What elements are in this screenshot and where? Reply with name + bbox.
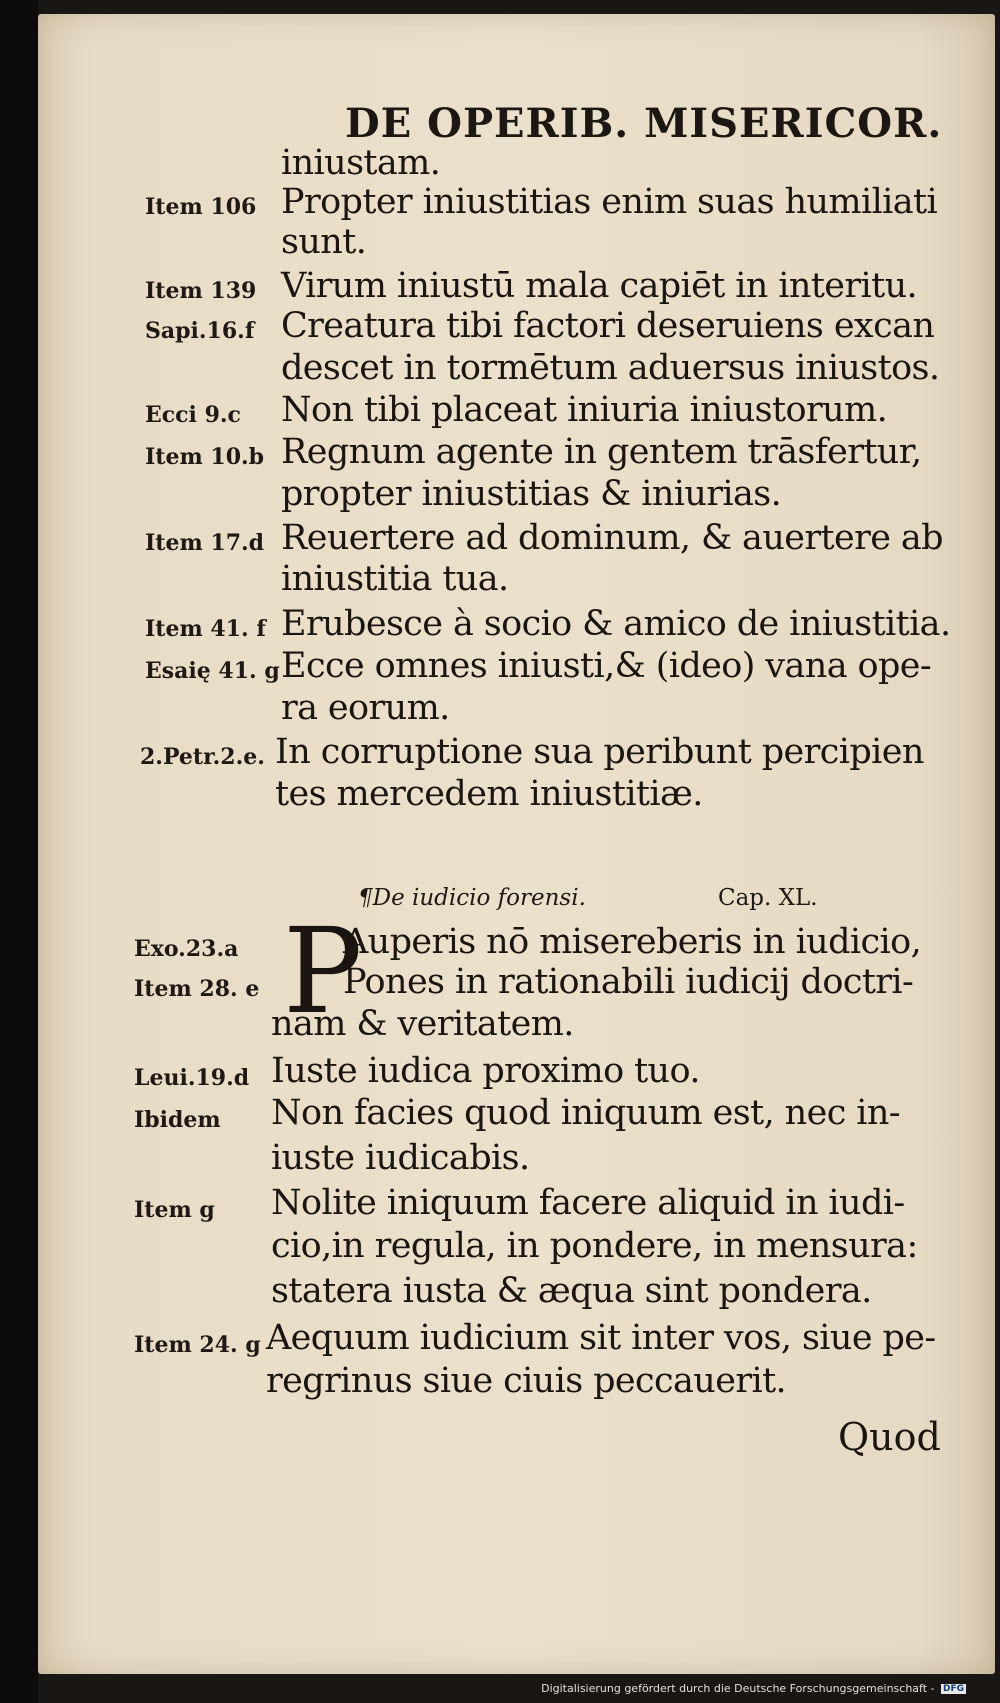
catchword: Quod [838,1415,941,1459]
line-text: Erubesce à socio & amico de iniustitia. [281,604,951,644]
chapter-number: Cap. XL. [718,885,818,911]
line-text: tes mercedem iniustitiæ. [275,774,703,814]
drop-cap: P [283,902,363,1040]
line-text: Pones in rationabili iudicij doctri- [343,962,914,1002]
line-text: sunt. [281,222,367,262]
margin-reference: Leui.19.d [134,1065,250,1091]
margin-reference: 2.Petr.2.e. [140,744,265,770]
line-text: Non tibi placeat iniuria iniustorum. [281,390,888,430]
line-text: cio,in regula, in pondere, in mensura: [271,1226,918,1266]
dfg-logo: DFG [942,1684,964,1694]
line-text: Aequum iudicium sit inter vos, siue pe- [266,1318,936,1358]
line-text: Regnum agente in gentem trāsfertur, [281,432,922,472]
line-text: Ecce omnes iniusti,& (ideo) vana ope- [281,646,932,686]
line-text: descet in tormētum aduersus iniustos. [281,348,940,388]
credit-text: Digitalisierung gefördert durch die Deutsche Forschungsgemeinschaft - [541,1682,935,1695]
line-text: Propter iniustitias enim suas humiliati [281,182,938,222]
margin-reference: Ecci 9.c [145,402,241,428]
running-head: DE OPERIB. MISERICOR. [345,100,943,147]
margin-reference: Item 41. f [145,616,266,642]
line-text: In corruptione sua peribunt percipien [275,732,924,772]
margin-reference: Item 139 [145,278,257,304]
line-text: Creatura tibi factori deseruiens excan [281,306,935,346]
line-text: iniustam. [281,143,441,183]
margin-reference: Item 10.b [145,444,265,470]
margin-reference: Esaię 41. g [145,658,280,684]
line-text: Auperis nō misereberis in iudicio, [343,922,922,962]
line-text: statera iusta & æqua sint pondera. [271,1271,872,1311]
margin-reference: Exo.23.a [134,936,239,962]
line-text: Virum iniustū mala capiēt in interitu. [281,266,918,306]
line-text: Iuste iudica proximo tuo. [271,1051,700,1091]
line-text: iuste iudicabis. [271,1138,530,1178]
line-text: Reuertere ad dominum, & auertere ab [281,518,943,558]
line-text: propter iniustitias & iniurias. [281,474,782,514]
line-text: iniustitia tua. [281,559,509,599]
margin-reference: Item 28. e [134,976,260,1002]
digitization-credit [541,1682,966,1695]
chapter-title: ¶De iudicio forensi. [358,885,586,911]
line-text: Non facies quod iniquum est, nec in- [271,1093,900,1133]
line-text: nam & veritatem. [271,1004,574,1044]
book-gutter [0,0,38,1703]
line-text: ra eorum. [281,688,450,728]
margin-reference: Item 106 [145,194,257,220]
line-text: regrinus siue ciuis peccauerit. [266,1361,787,1401]
margin-reference: Item 24. g [134,1332,261,1358]
margin-reference: Sapi.16.f [145,318,255,344]
line-text: Nolite iniquum facere aliquid in iudi- [271,1183,905,1223]
margin-reference: Item g [134,1197,215,1223]
margin-reference: Ibidem [134,1107,221,1133]
margin-reference: Item 17.d [145,530,265,556]
